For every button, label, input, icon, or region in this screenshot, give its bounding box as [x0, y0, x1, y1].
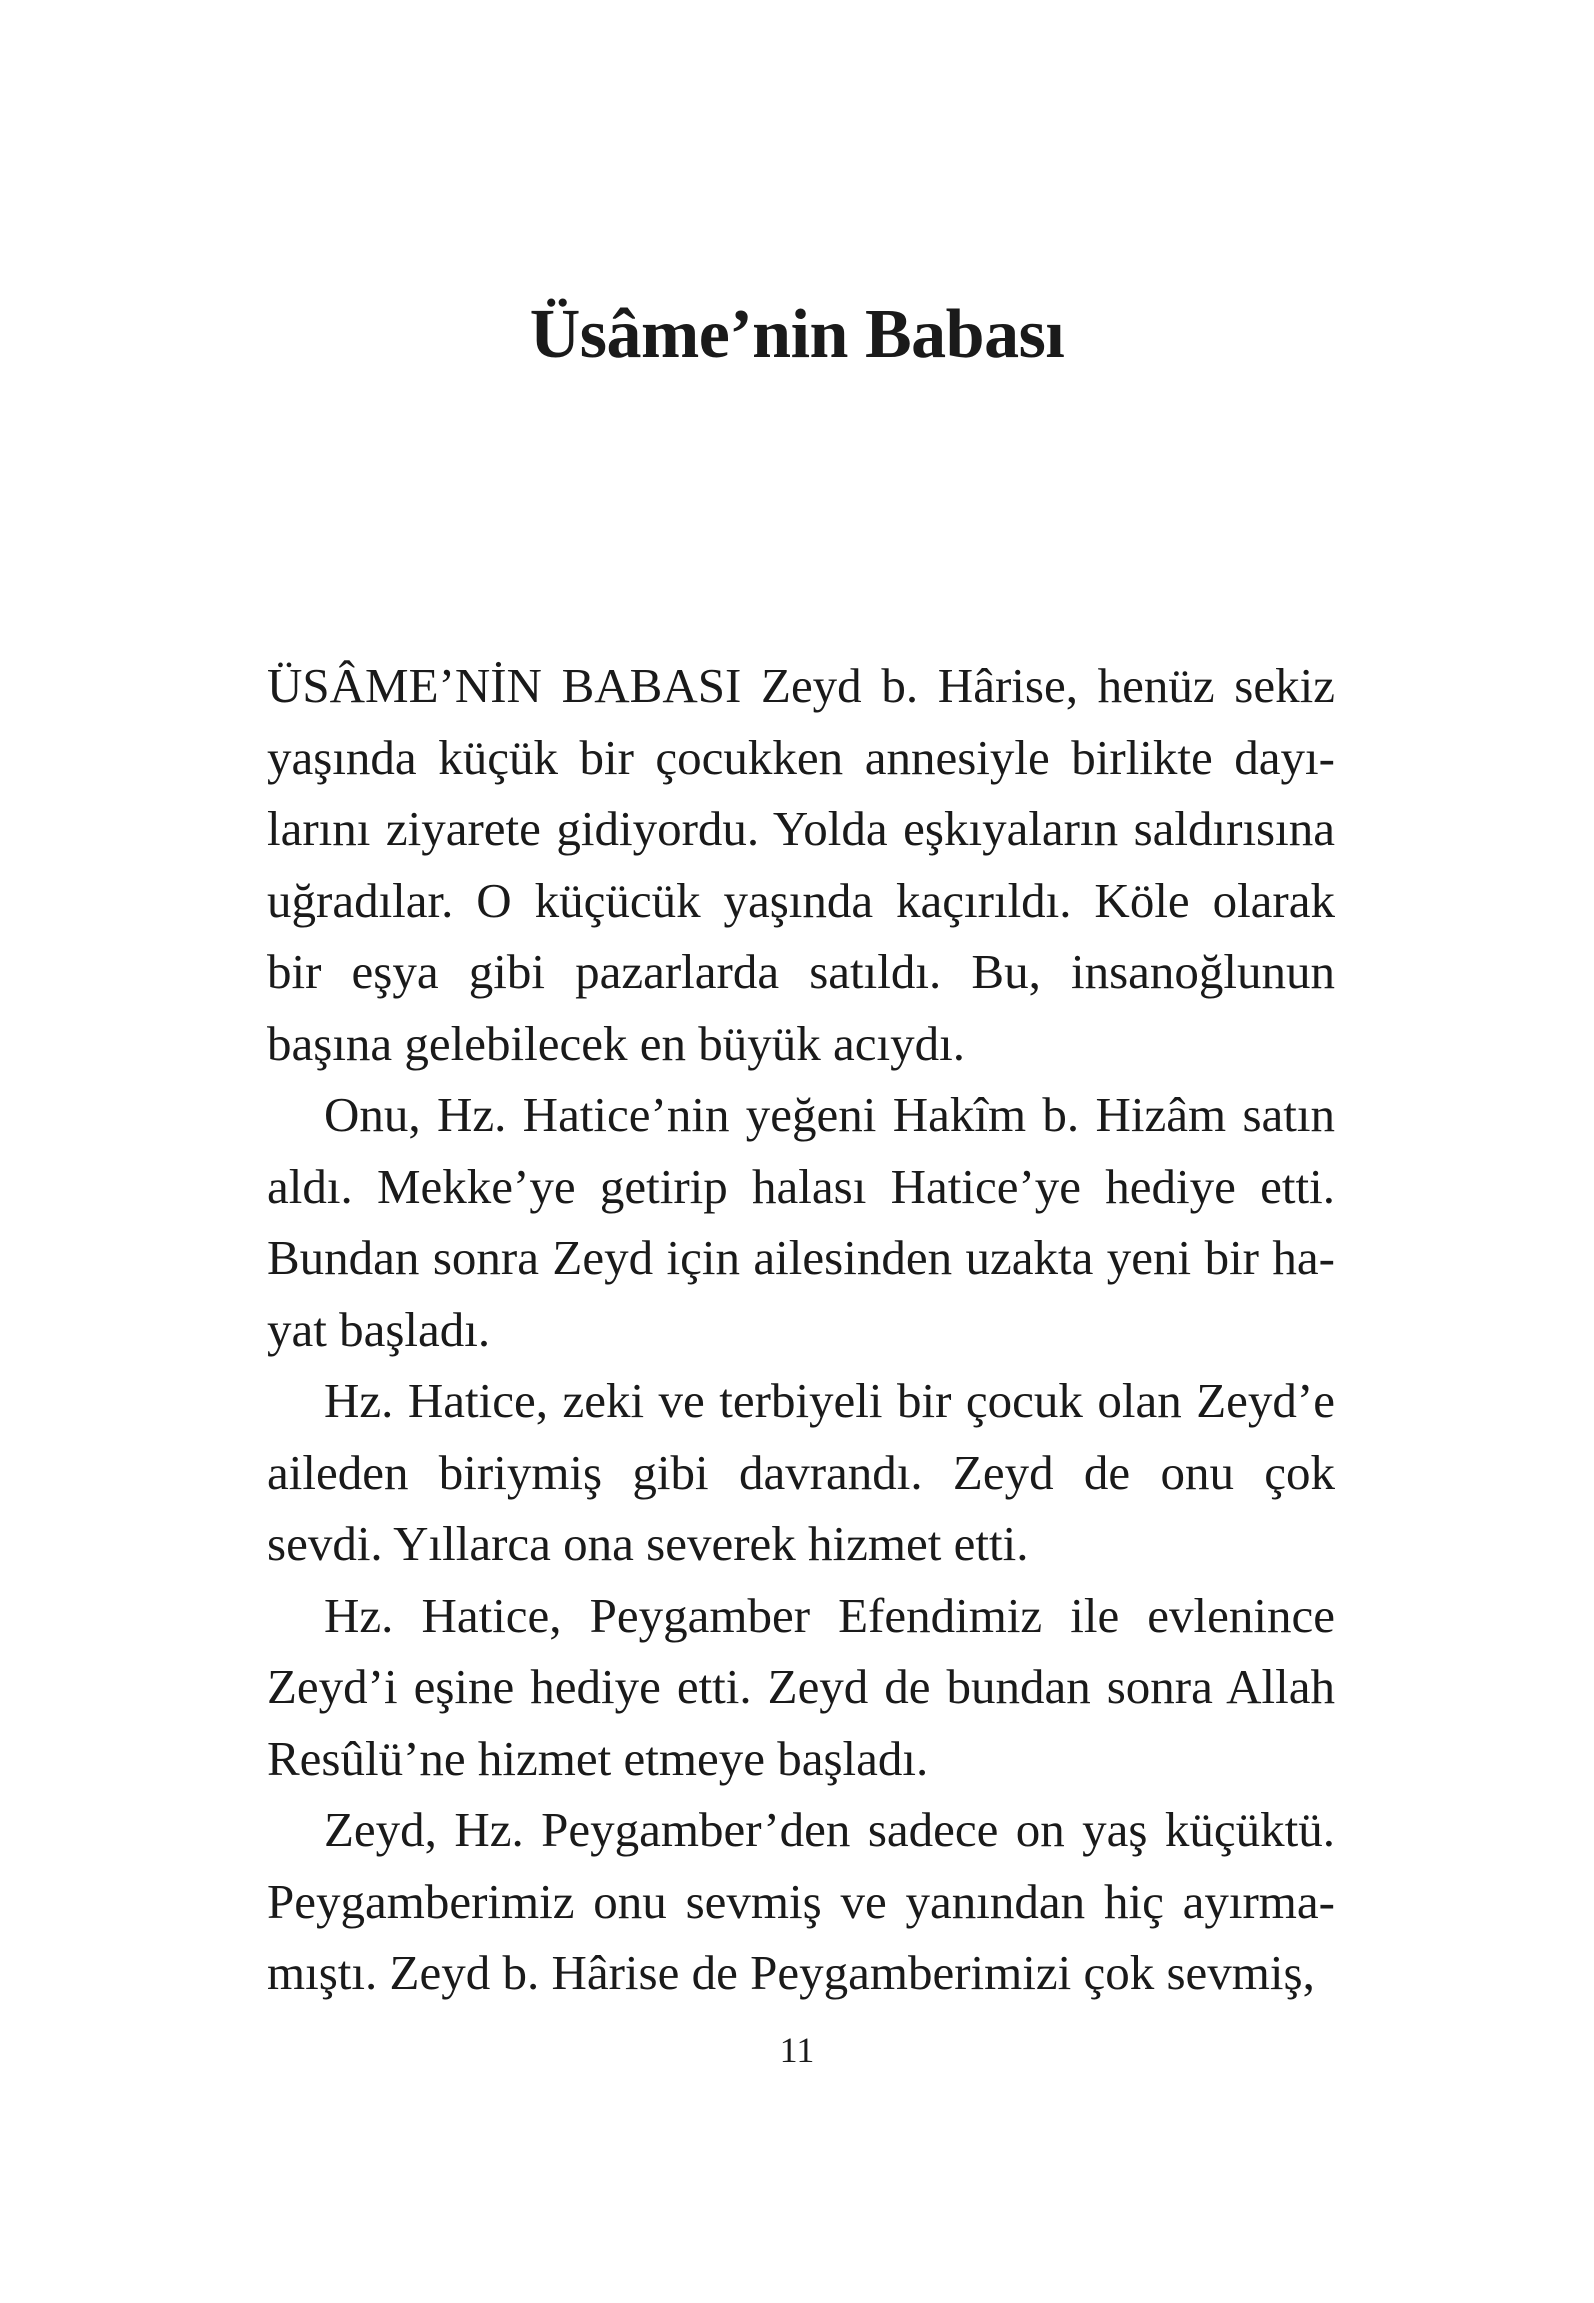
- paragraph: Zeyd, Hz. Peygamber’den sadece on yaş küçüktü. Peygamberimiz onu sevmiş ve yanından hiç ayırmamıştı. Zeyd b. Hârise de Peygamberimizi çok sevmiş,: [267, 1802, 1335, 2000]
- body-text: [267, 650, 1335, 2009]
- paragraph: Onu, Hz. Hatice’nin yeğeni Hakîm b. Hizâm satın aldı. Mekke’ye getirip halası Hatice’ye hediye etti. Bundan sonra Zeyd için ailesinden uzakta yeni bir hayat başladı.: [267, 1087, 1335, 1357]
- paragraph: Hz. Hatice, Peygamber Efendimiz ile evlenince Zeyd’i eşine hediye etti. Zeyd de bundan sonra Allah Resûlü’ne hizmet etmeye başladı.: [267, 1587, 1335, 1786]
- chapter-title: Üsâme’nin Babası: [529, 296, 1065, 373]
- page-number: 11: [779, 2030, 815, 2070]
- paragraph: Hz. Hatice, zeki ve terbiyeli bir çocuk olan Zeyd’e aileden biriymiş gibi davrandı. Zeyd de onu çok sevdi. Yıllarca ona severek hizmet etti.: [267, 1373, 1335, 1571]
- paragraph: ÜSÂME’NİN BABASI Zeyd b. Hârise, henüz sekiz yaşında küçük bir çocukken annesiyle birlikte dayılarını ziyarete gidiyordu. Yolda eşkıyaların saldırısına uğradılar. O küçücük yaşında kaçırıldı. Köle olarak bir eşya gibi pazarlarda satıldı. Bu, insanoğlunun başına gelebilecek en büyük acıydı.: [267, 658, 1335, 1071]
